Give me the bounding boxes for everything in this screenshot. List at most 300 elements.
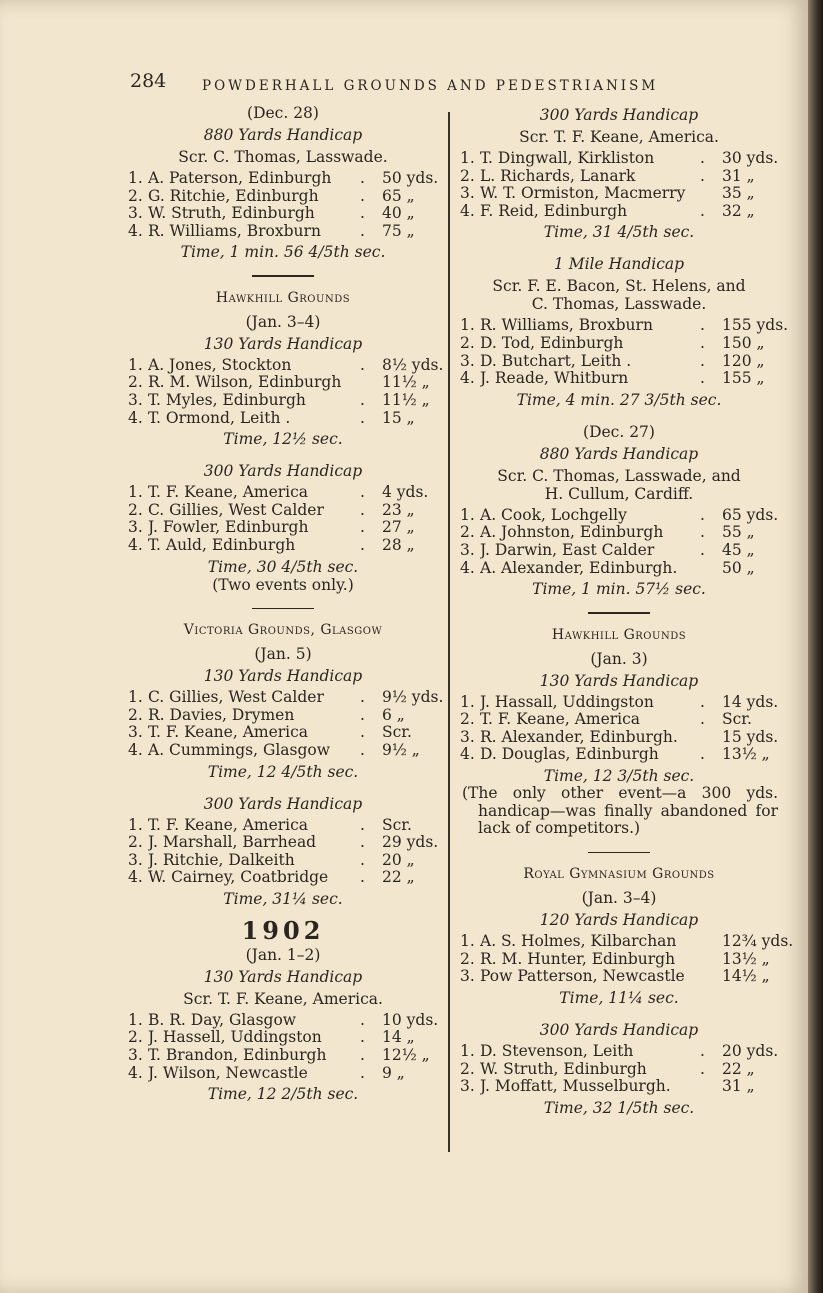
competitor-name: D. Butchart, Leith . [480,352,632,370]
event-120-royal-gym [460,889,794,1008]
event-300-1902 [460,106,778,241]
competitor-name: G. Ritchie, Edinburgh [148,187,319,205]
result-row [460,353,778,371]
leader-dot: . [700,692,705,711]
event-1mile-1902 [460,255,789,409]
placing: 3. [128,204,143,223]
event-time: Time, 12 4/5th sec. [207,762,359,781]
result-row [460,951,778,969]
results-list [128,484,438,554]
competitor-name: L. Richards, Lanark [480,167,636,185]
placing: 1. [128,815,143,834]
event-time: Time, 31 4/5th sec. [543,223,695,242]
placing: 1. [460,932,475,951]
handicap-value: 22 „ [722,1059,755,1078]
placing: 3. [128,391,143,410]
leader-dot: . [360,536,365,555]
leader-dot: . [360,815,365,834]
result-row [128,410,438,428]
competitor-name: D. Douglas, Edinburgh [480,746,659,764]
placing: 4. [128,1063,143,1082]
competitor-name: T. Myles, Edinburgh [148,392,306,410]
leader-dot: . [700,505,705,524]
result-row [128,223,438,241]
handicap-value: 31 „ [722,1077,755,1096]
competitor-name: T. F. Keane, America [480,711,641,729]
result-row [460,316,789,335]
event-title: 300 Yards Handicap [539,1021,699,1040]
competitor-name: R. M. Hunter, Edinburgh [480,950,676,968]
competitor-name: J. Ritchie, Dalkeith [148,851,295,869]
event-title: 130 Yards Handicap [539,671,699,690]
result-row [128,537,438,555]
result-row [128,724,438,742]
result-row [460,1043,778,1061]
leader-dot: . [700,201,705,220]
handicap-value: 29 yds. [382,833,439,852]
result-row [460,507,778,525]
result-row [460,542,778,560]
handicap-value: 12¾ yds. [722,932,794,951]
result-row [128,1012,438,1030]
event-title: 1 Mile Handicap [553,255,685,274]
result-row [460,370,778,388]
result-row [460,168,778,186]
event-title: 130 Yards Handicap [203,967,363,986]
leader-dot: . [700,149,705,167]
handicap-value: 32 „ [722,201,755,220]
handicap-value: 20 „ [382,850,415,869]
placing: 1. [460,692,475,711]
result-row [460,711,778,729]
result-row [128,852,438,870]
competitor-name: D. Tod, Edinburgh [480,334,624,352]
competitor-name: B. R. Day, Glasgow [148,1011,297,1029]
handicap-value: 55 „ [722,523,755,542]
placing: 3. [460,967,475,986]
results-list [128,355,444,427]
handicap-value: 30 yds. [722,149,779,167]
competitor-name: C. Gillies, West Calder [148,689,324,707]
competitor-name: T. F. Keane, America [148,484,309,502]
result-row [460,560,778,578]
event-130-victoria [128,645,444,781]
results-list [460,932,794,986]
handicap-value: 8½ yds. [382,355,444,374]
result-row [460,185,778,203]
placing: 3. [460,184,475,203]
event-title: 120 Yards Handicap [539,911,699,930]
competitor-name: T. Dingwall, Kirkliston [480,150,655,167]
result-row [460,1061,778,1079]
event-130-1902 [128,946,438,1103]
results-list [128,1012,438,1082]
left-column [128,104,444,1117]
result-row [460,932,794,951]
leader-dot: . [360,723,365,742]
result-row [128,817,438,835]
handicap-value: 20 yds. [722,1042,779,1061]
handicap-value: 150 „ [722,333,765,352]
competitor-name: W. Struth, Edinburgh [480,1060,647,1078]
result-row [128,355,444,375]
competitor-name: T. F. Keane, America [148,724,309,742]
event-date: (Jan. 5) [254,645,312,664]
handicap-value: 9 „ [382,1063,405,1082]
handicap-value: Scr. [722,710,752,729]
placing: 2. [128,833,143,852]
leader-dot: . [360,483,365,502]
scratch-line-2: H. Cullum, Cardiff. [544,484,694,503]
event-date: (Jan. 3–4) [581,889,657,908]
event-130-hawkhill [128,312,444,449]
placing: 3. [128,1046,143,1065]
result-row [460,729,778,747]
handicap-value: 27 „ [382,518,415,537]
handicap-value: 75 „ [382,221,415,240]
placing: 4. [128,221,143,240]
event-time: Time, 32 1/5th sec. [543,1098,695,1117]
event-title: 880 Yards Handicap [203,126,363,144]
section-rule [588,612,650,614]
handicap-value: 12½ „ [382,1046,430,1065]
results-list [128,688,444,759]
competitor-name: A. Jones, Stockton [148,356,292,374]
result-row [460,746,778,764]
results-list [460,316,789,388]
placing: 2. [128,500,143,519]
results-list [128,170,438,240]
venue-heading: Royal Gymnasium Grounds [523,866,715,883]
result-row [460,203,778,221]
competitor-name: R. Williams, Broxburn [148,222,321,240]
leader-dot: . [360,518,365,537]
handicap-value: 11½ „ [382,373,430,392]
placing: 1. [460,149,475,167]
result-row [128,374,438,392]
event-time: Time, 31¼ sec. [223,889,343,908]
competitor-name: J. Marshall, Barrhead [148,834,317,852]
competitor-name: J. Reade, Whitburn [480,370,629,388]
handicap-value: 14 „ [382,1028,415,1047]
handicap-value: 15 yds. [722,727,779,746]
competitor-name: J. Moffatt, Musselburgh. [480,1078,671,1096]
competitor-name: D. Stevenson, Leith [480,1043,634,1061]
placing: 2. [128,373,143,392]
leader-dot: . [700,523,705,542]
handicap-value: 11½ „ [382,391,430,410]
event-time: Time, 12 2/5th sec. [207,1085,359,1104]
placing: 2. [460,949,475,968]
event-date: (Jan. 3–4) [245,312,321,331]
event-date: (Jan. 3) [590,649,648,668]
scratch-line: Scr. T. F. Keane, America. [183,989,383,1008]
competitor-name: W. T. Ormiston, Macmerry [480,185,686,203]
result-row [460,335,778,353]
handicap-value: 13½ „ [722,949,770,968]
placing: 4. [460,558,475,577]
leader-dot: . [360,355,365,374]
placing: 2. [460,523,475,542]
right-column [460,104,794,1131]
event-date: (Dec. 28) [247,104,319,122]
event-date: (Dec. 27) [583,422,655,441]
event-title: 130 Yards Handicap [203,667,363,686]
handicap-value: Scr. [382,815,412,834]
handicap-value: 10 yds. [382,1010,439,1029]
handicap-value: 22 „ [382,868,415,887]
running-title: POWDERHALL GROUNDS AND PEDESTRIANISM [202,78,659,94]
results-list [460,507,778,577]
handicap-value: 120 „ [722,351,765,370]
handicap-value: 35 „ [722,184,755,203]
result-row [128,484,438,502]
competitor-name: T. Auld, Edinburgh [148,537,296,555]
leader-dot: . [360,868,365,887]
competitor-name: J. Darwin, East Calder [480,541,655,559]
placing: 3. [460,540,475,559]
event-130-hawkhill-jan3 [460,650,778,838]
handicap-value: Scr. [382,723,412,742]
placing: 3. [128,518,143,537]
placing: 4. [128,536,143,555]
event-300-victoria [128,795,438,908]
placing: 1. [460,1042,475,1061]
result-row [128,188,438,206]
result-row [128,1065,438,1083]
result-row [460,694,778,712]
placing: 1. [128,688,143,707]
result-row [128,707,438,725]
venue-heading: Hawkhill Grounds [215,289,351,306]
handicap-value: 23 „ [382,500,415,519]
section-rule [252,608,314,610]
handicap-value: 65 „ [382,186,415,205]
placing: 1. [128,1010,143,1029]
handicap-value: 155 „ [722,369,765,388]
book-spine-edge [808,0,823,1293]
competitor-name: A. Cook, Lochgelly [480,506,627,524]
leader-dot: . [360,391,365,410]
venue-heading: Hawkhill Grounds [551,626,687,643]
competitor-name: A. Paterson, Edinburgh [148,170,332,187]
leader-dot: . [700,333,705,352]
event-time: Time, 12 3/5th sec. [543,767,695,785]
event-time: Time, 4 min. 27 3/5th sec. [516,390,722,409]
event-300-hawkhill [128,462,438,593]
leader-dot [700,968,722,986]
handicap-value: 50 yds. [382,169,439,187]
scratch-line: Scr. C. Thomas, Lasswade, and [497,466,741,485]
handicap-value: 14½ „ [722,967,770,986]
competitor-name: A. S. Holmes, Kilbarchan [480,933,677,951]
placing: 2. [128,186,143,205]
scratch-line-2: C. Thomas, Lasswade. [531,295,707,314]
results-list [460,694,778,764]
event-note: (The only other event—a 300 yds. handicap—was finally abandoned for lack of competitors.) [462,784,778,838]
scratch-line: Scr. C. Thomas, Lasswade. [178,148,388,166]
competitor-name: W. Struth, Edinburgh [148,205,315,223]
year-heading: 1902 [241,915,325,945]
result-row [128,834,438,852]
leader-dot: . [360,1063,365,1082]
event-title: 300 Yards Handicap [203,794,363,813]
handicap-value: 9½ „ [382,740,420,759]
placing: 1. [460,505,475,524]
leader-dot [700,560,722,578]
event-880-dec27 [460,423,778,598]
leader-dot [700,185,722,203]
leader-dot: . [360,169,365,187]
placing: 3. [460,727,475,746]
result-row [128,688,444,707]
leader-dot: . [360,740,365,759]
competitor-name: R. M. Wilson, Edinburgh [148,374,342,392]
scratch-line: Scr. T. F. Keane, America. [519,128,719,146]
leader-dot: . [360,850,365,869]
placing: 2. [128,1028,143,1047]
competitor-name: R. Davies, Drymen [148,706,295,724]
leader-dot: . [700,316,705,335]
placing: 2. [460,1059,475,1078]
competitor-name: T. F. Keane, America [148,816,309,834]
placing: 4. [460,201,475,220]
result-row [128,170,438,188]
leader-dot: . [360,221,365,240]
leader-dot: . [360,186,365,205]
placing: 2. [460,333,475,352]
handicap-value: 13½ „ [722,745,770,764]
leader-dot: . [360,408,365,427]
event-880-dec28 [128,104,438,261]
leader-dot: . [700,540,705,559]
competitor-name: A. Cummings, Glasgow [148,741,331,759]
competitor-name: J. Fowler, Edinburgh [148,519,309,537]
leader-dot: . [700,1042,705,1061]
competitor-name: J. Hassell, Uddingston [148,1029,322,1047]
handicap-value: 4 yds. [382,483,429,502]
leader-dot [700,729,722,747]
competitor-name: J. Hassall, Uddingston [480,693,654,711]
result-row [128,1047,438,1065]
column-divider [448,112,450,1152]
result-row [460,1078,778,1096]
event-title: 130 Yards Handicap [203,334,363,353]
placing: 3. [460,1077,475,1096]
result-row [128,519,438,537]
event-date: (Jan. 1–2) [245,945,321,964]
placing: 4. [128,740,143,759]
placing: 3. [128,723,143,742]
section-rule [588,852,650,854]
leader-dot: . [700,745,705,764]
placing: 4. [460,369,475,388]
handicap-value: 65 yds. [722,505,779,524]
competitor-name: J. Wilson, Newcastle [148,1064,308,1082]
event-time: Time, 11¼ sec. [559,989,679,1008]
competitor-name: A. Johnston, Edinburgh [480,524,664,542]
leader-dot: . [700,351,705,370]
competitor-name: W. Cairney, Coatbridge [148,869,329,887]
handicap-value: 40 „ [382,204,415,223]
event-title: 300 Yards Handicap [539,106,699,124]
event-title: 880 Yards Handicap [539,444,699,463]
handicap-value: 6 „ [382,705,405,724]
handicap-value: 14 yds. [722,692,779,711]
event-time: Time, 30 4/5th sec. [207,557,359,576]
leader-dot: . [360,1046,365,1065]
placing: 1. [128,169,143,187]
leader-dot: . [360,688,365,707]
leader-dot: . [360,705,365,724]
placing: 2. [128,705,143,724]
results-list [460,1043,778,1096]
results-list [460,150,778,220]
leader-dot: . [700,369,705,388]
leader-dot [700,933,722,951]
results-list [128,817,438,887]
competitor-name: R. Alexander, Edinburgh. [480,728,678,746]
result-row [460,150,778,168]
handicap-value: 50 „ [722,558,755,577]
placing: 2. [460,166,475,185]
competitor-name: T. Brandon, Edinburgh [148,1047,327,1065]
scratch-line: Scr. F. E. Bacon, St. Helens, and [492,277,746,296]
competitor-name: F. Reid, Edinburgh [480,202,628,220]
leader-dot: . [700,166,705,185]
result-row [460,968,778,986]
handicap-value: 45 „ [722,540,755,559]
leader-dot: . [700,710,705,729]
leader-dot: . [360,1028,365,1047]
event-time: Time, 1 min. 56 4/5th sec. [180,243,386,262]
competitor-name: T. Ormond, Leith . [148,409,291,427]
event-note: (Two events only.) [212,575,354,594]
placing: 3. [128,850,143,869]
handicap-value: 31 „ [722,166,755,185]
competitor-name: R. Williams, Broxburn [480,317,653,335]
leader-dot [700,1078,722,1096]
result-row [128,869,438,887]
placing: 1. [460,316,475,335]
placing: 4. [128,868,143,887]
leader-dot: . [360,204,365,223]
handicap-value: 9½ yds. [382,688,444,707]
leader-dot: . [360,500,365,519]
venue-heading: Victoria Grounds, Glasgow [183,622,383,639]
placing: 4. [128,408,143,427]
competitor-name: C. Gillies, West Calder [148,501,324,519]
result-row [128,205,438,223]
placing: 2. [460,710,475,729]
competitor-name: A. Alexander, Edinburgh. [480,559,678,577]
leader-dot [360,374,382,392]
placing: 4. [460,745,475,764]
section-rule [252,275,314,277]
leader-dot: . [360,1010,365,1029]
result-row [128,392,438,410]
handicap-value: 15 „ [382,408,415,427]
event-300-royal-gym [460,1021,778,1117]
page-number: 284 [130,70,167,92]
event-time: Time, 12½ sec. [223,430,343,449]
result-row [460,524,778,542]
placing: 1. [128,483,143,502]
competitor-name: Pow Patterson, Newcastle [480,968,685,986]
handicap-value: 28 „ [382,536,415,555]
leader-dot: . [700,1059,705,1078]
result-row [128,1029,438,1047]
